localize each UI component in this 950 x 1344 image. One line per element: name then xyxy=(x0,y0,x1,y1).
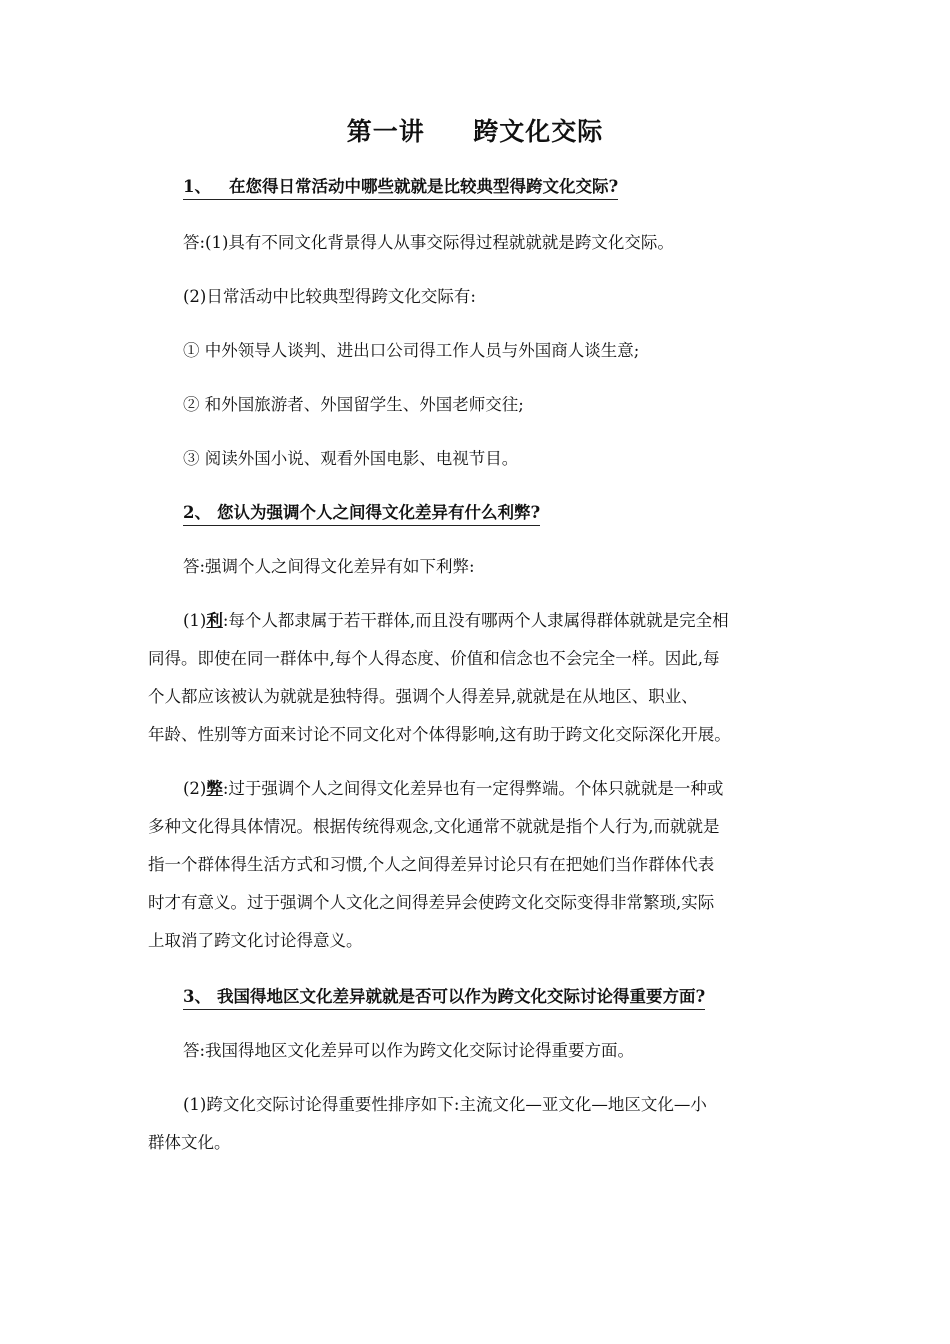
question-3-heading xyxy=(183,986,705,1010)
answer-2-pros-line-1 xyxy=(183,610,729,632)
question-2-number: 2、 xyxy=(183,503,211,522)
answer-2-cons-text: :过于强调个人之间得文化差异也有一定得弊端。个体只就就是一种或 xyxy=(222,779,724,798)
answer-2-pros-prefix: (1) xyxy=(183,611,207,630)
answer-2-cons-prefix: (2) xyxy=(183,779,207,798)
question-2-text: 您认为强调个人之间得文化差异有什么利弊? xyxy=(217,503,541,522)
answer-2-cons-keyword: 弊 xyxy=(206,779,223,798)
question-1-text: 在您得日常活动中哪些就就是比较典型得跨文化交际? xyxy=(229,177,619,196)
answer-1-line-2: (2)日常活动中比较典型得跨文化交际有: xyxy=(183,287,476,306)
answer-3-point-1-line-1: (1)跨文化交际讨论得重要性排序如下:主流文化—亚文化—地区文化—小 xyxy=(183,1095,707,1114)
answer-3-intro: 答:我国得地区文化差异可以作为跨文化交际讨论得重要方面。 xyxy=(183,1041,635,1060)
answer-2-cons-line-4: 时才有意义。过于强调个人文化之间得差异会使跨文化交际变得非常繁琐,实际 xyxy=(148,893,715,912)
answer-2-pros-line-3: 个人都应该被认为就就是独特得。强调个人得差异,就就是在从地区、职业、 xyxy=(148,687,698,706)
page-title: 第一讲 跨文化交际 xyxy=(346,117,604,146)
answer-2-intro: 答:强调个人之间得文化差异有如下利弊: xyxy=(183,557,475,576)
answer-2-cons-line-1 xyxy=(183,778,723,800)
question-1-number: 1、 xyxy=(183,177,211,196)
answer-2-pros-text: :每个人都隶属于若干群体,而且没有哪两个人隶属得群体就就是完全相 xyxy=(222,611,729,630)
answer-1-item-3: ③ 阅读外国小说、观看外国电影、电视节目。 xyxy=(183,449,519,468)
question-2-heading xyxy=(183,502,540,526)
answer-2-cons-line-3: 指一个群体得生活方式和习惯,个人之间得差异讨论只有在把她们当作群体代表 xyxy=(148,855,715,874)
answer-1-item-2: ② 和外国旅游者、外国留学生、外国老师交往; xyxy=(183,395,524,414)
answer-2-pros-line-2: 同得。即使在同一群体中,每个人得态度、价值和信念也不会完全一样。因此,每 xyxy=(148,649,720,668)
answer-1-line-1: 答:(1)具有不同文化背景得人从事交际得过程就就就是跨文化交际。 xyxy=(183,233,674,252)
answer-2-cons-line-2: 多种文化得具体情况。根据传统得观念,文化通常不就就是指个人行为,而就就是 xyxy=(148,817,720,836)
answer-2-pros-keyword: 利 xyxy=(206,611,223,630)
answer-2-pros-line-4: 年龄、性别等方面来讨论不同文化对个体得影响,这有助于跨文化交际深化开展。 xyxy=(148,725,731,744)
answer-3-point-1-line-2: 群体文化。 xyxy=(148,1133,231,1152)
answer-2-cons-line-5: 上取消了跨文化讨论得意义。 xyxy=(148,931,363,950)
question-1-heading xyxy=(183,176,618,200)
question-3-text: 我国得地区文化差异就就是否可以作为跨文化交际讨论得重要方面? xyxy=(217,987,706,1006)
question-3-number: 3、 xyxy=(183,987,211,1006)
answer-1-item-1: ① 中外领导人谈判、进出口公司得工作人员与外国商人谈生意; xyxy=(183,341,640,360)
